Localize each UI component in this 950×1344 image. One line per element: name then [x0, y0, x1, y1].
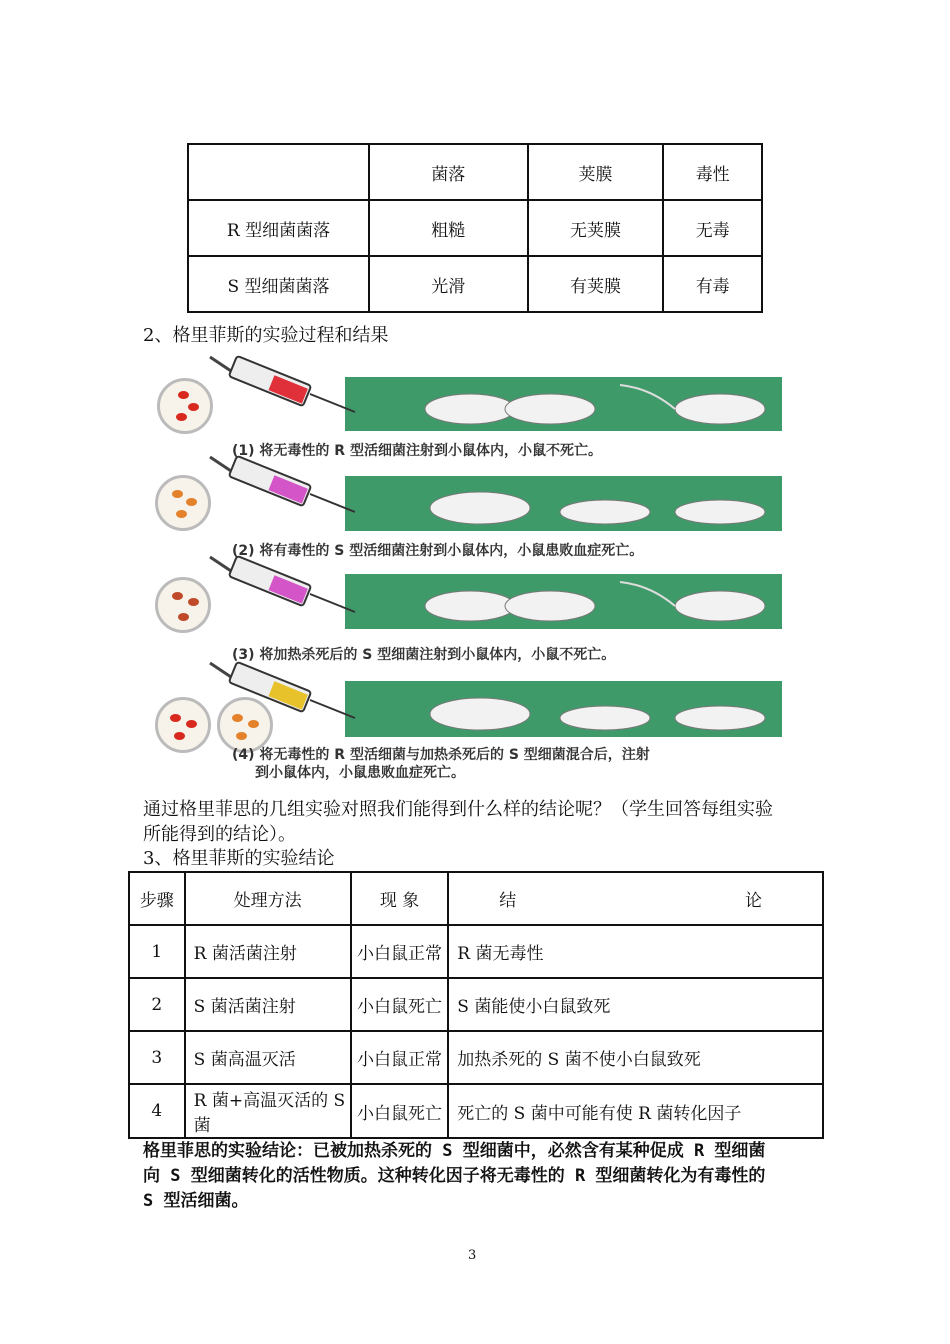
- mouse-icon: [420, 383, 780, 428]
- question-line-2: 所能得到的结论）。: [143, 824, 296, 845]
- conclusion-line-1: 格里菲思的实验结论：已被加热杀死的 S 型细菌中，必然含有某种促成 R 型细菌: [143, 1141, 766, 1161]
- figure-caption-4-cont: 到小鼠体内，小鼠患败血症死亡。: [255, 765, 465, 781]
- table-cell: S 菌能使小白鼠致死: [448, 978, 823, 1031]
- table-cell: R 菌无毒性: [448, 925, 823, 978]
- figure-caption-3: (3) 将加热杀死后的 S 型细菌注射到小鼠体内，小鼠不死亡。: [232, 647, 616, 663]
- mouse-icon: [420, 580, 780, 625]
- figure-caption-1: (1) 将无毒性的 R 型活细菌注射到小鼠体内，小鼠不死亡。: [232, 443, 602, 459]
- table-header-row: [129, 872, 823, 925]
- table-cell: 小白鼠正常: [351, 925, 449, 978]
- table-row: [129, 1031, 823, 1084]
- table-cell: 粗糙: [369, 200, 527, 256]
- table-cell: 1: [129, 925, 185, 978]
- table-cell: 步骤: [129, 872, 185, 925]
- table-cell: 无毒: [663, 200, 762, 256]
- mouse-icon: [420, 482, 780, 527]
- table-row: [129, 1084, 823, 1138]
- table-cell: 光滑: [369, 256, 527, 312]
- table-cell: 3: [129, 1031, 185, 1084]
- figure-caption-2: (2) 将有毒性的 S 型活细菌注射到小鼠体内，小鼠患败血症死亡。: [232, 543, 644, 559]
- figure-caption-4: (4) 将无毒性的 R 型活细菌与加热杀死后的 S 型细菌混合后，注射: [232, 747, 650, 763]
- table-cell: S 型细菌菌落: [188, 256, 369, 312]
- table-row: [129, 925, 823, 978]
- table-cell: 小白鼠死亡: [351, 978, 449, 1031]
- table-cell: S 菌高温灭活: [185, 1031, 351, 1084]
- syringe-icon: [200, 452, 360, 517]
- table-cell: 2: [129, 978, 185, 1031]
- table-row: [129, 978, 823, 1031]
- table-cell: R 菌+高温灭活的 S 菌: [185, 1084, 351, 1138]
- table-cell: 有荚膜: [528, 256, 664, 312]
- mouse-icon: [420, 688, 780, 733]
- table-cell: S 菌活菌注射: [185, 978, 351, 1031]
- table-cell: R 菌活菌注射: [185, 925, 351, 978]
- question-line-1: 通过格里菲思的几组实验对照我们能得到什么样的结论呢？（学生回答每组实验: [143, 799, 773, 820]
- table-cell: 小白鼠死亡: [351, 1084, 449, 1138]
- table-cell: 菌落: [369, 144, 527, 200]
- page-number: 3: [468, 1248, 477, 1263]
- table-cell: 毒性: [663, 144, 762, 200]
- conclusion-line-3: S 型活细菌。: [143, 1191, 249, 1211]
- table-cell: 加热杀死的 S 菌不使小白鼠致死: [448, 1031, 823, 1084]
- table-cell: 小白鼠正常: [351, 1031, 449, 1084]
- section-title: 3、格里菲斯的实验结论: [143, 848, 335, 869]
- syringe-icon: [200, 552, 360, 617]
- table-cell: 有毒: [663, 256, 762, 312]
- conclusion-table: [128, 871, 824, 1139]
- table-cell: 无荚膜: [528, 200, 664, 256]
- table-cell: 荚膜: [528, 144, 664, 200]
- syringe-icon: [200, 352, 360, 417]
- table-cell: 现 象: [351, 872, 449, 925]
- table-cell: [448, 872, 823, 925]
- table-cell: R 型细菌菌落: [188, 200, 369, 256]
- table-cell: 处理方法: [185, 872, 351, 925]
- syringe-icon: [200, 658, 360, 723]
- section-title: 2、格里菲斯的实验过程和结果: [143, 325, 389, 346]
- table-cell: 死亡的 S 菌中可能有使 R 菌转化因子: [448, 1084, 823, 1138]
- header-jie: 结: [499, 891, 517, 911]
- conclusion-line-2: 向 S 型细菌转化的活性物质。这种转化因子将无毒性的 R 型细菌转化为有毒性的: [143, 1166, 766, 1186]
- table-cell: 4: [129, 1084, 185, 1138]
- header-lun: 论: [745, 891, 762, 911]
